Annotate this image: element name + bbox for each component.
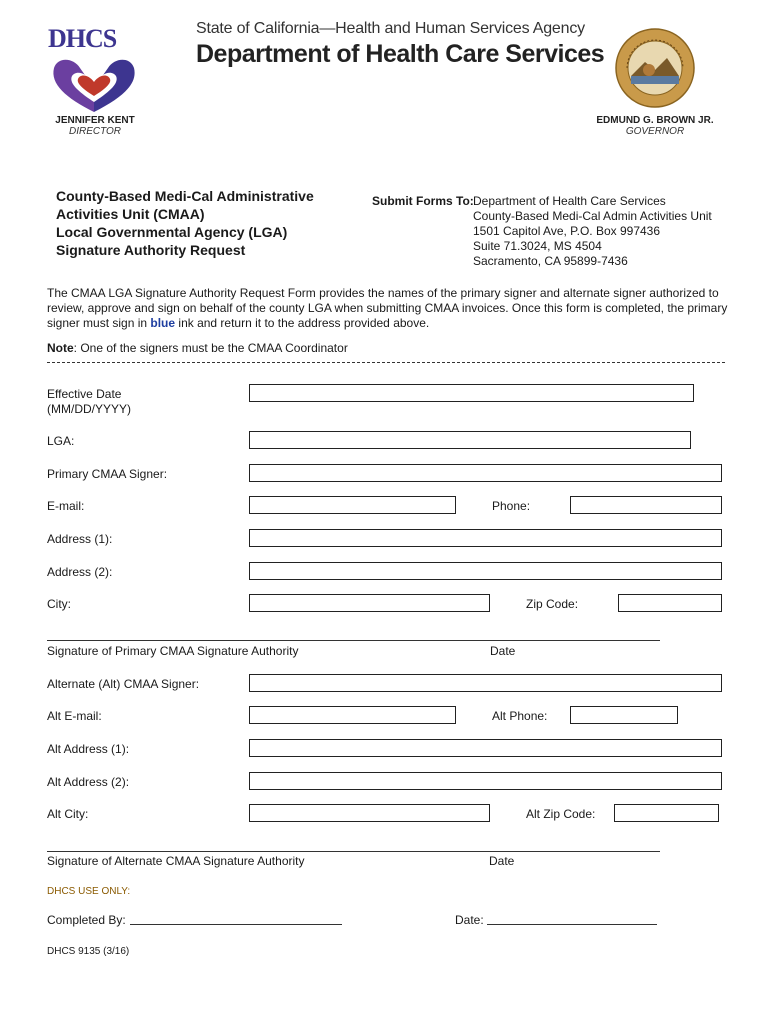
email-input[interactable]: [249, 496, 456, 514]
intro-line-3-start: signer must sign in: [47, 316, 151, 330]
intro-line-1: The CMAA LGA Signature Authority Request Form provides the names of the primary signer and alternate signer authorized to: [47, 286, 719, 300]
effective-date-input[interactable]: [249, 384, 694, 402]
form-title-line-2: Activities Unit (CMAA): [56, 206, 205, 222]
lga-input[interactable]: [249, 431, 691, 449]
alt-phone-label: Alt Phone:: [492, 709, 548, 723]
note-text: : One of the signers must be the CMAA Coordinator: [73, 341, 348, 355]
dhcs-logo-text: DHCS: [48, 24, 117, 53]
completed-by-line[interactable]: [130, 924, 342, 925]
state-seal-icon: [615, 28, 695, 108]
blue-ink-word: blue: [150, 316, 176, 330]
city-label: City:: [47, 597, 71, 611]
city-input[interactable]: [249, 594, 490, 612]
alt-zip-input[interactable]: [614, 804, 719, 822]
submit-address-line: 1501 Capitol Ave, P.O. Box 997436: [473, 224, 661, 238]
alt-signer-label: Alternate (Alt) CMAA Signer:: [47, 677, 200, 691]
form-title-line-3: Local Governmental Agency (LGA): [56, 224, 288, 240]
alt-address1-label: Alt Address (1):: [47, 742, 130, 756]
form-number: DHCS 9135 (3/16): [47, 946, 130, 957]
director-block: [30, 115, 160, 137]
address2-label: Address (2):: [47, 565, 113, 579]
form-title: [56, 187, 314, 259]
governor-name: EDMUND G. BROWN JR.: [596, 115, 714, 126]
submit-address: [473, 194, 712, 269]
governor-block: [590, 115, 720, 137]
alt-phone-input[interactable]: [570, 706, 678, 724]
effective-date-format: (MM/DD/YYYY): [47, 402, 131, 416]
dhcs-date-line[interactable]: [487, 924, 657, 925]
form-title-line-1: County-Based Medi-Cal Administrative: [56, 188, 314, 204]
alt-signature-line[interactable]: [47, 851, 660, 852]
alt-city-label: Alt City:: [47, 807, 89, 821]
address2-input[interactable]: [249, 562, 722, 580]
intro-paragraph: [47, 286, 747, 331]
dhcs-use-only-label: DHCS USE ONLY:: [47, 886, 131, 897]
alt-city-input[interactable]: [249, 804, 490, 822]
governor-title: GOVERNOR: [625, 126, 685, 137]
submit-address-line: Suite 71.3024, MS 4504: [473, 239, 602, 253]
submit-address-line: County-Based Medi-Cal Admin Activities Unit: [473, 209, 712, 223]
phone-input[interactable]: [570, 496, 722, 514]
email-label: E-mail:: [47, 499, 85, 513]
alt-signer-input[interactable]: [249, 674, 722, 692]
primary-signer-input[interactable]: [249, 464, 722, 482]
primary-signature-line[interactable]: [47, 640, 660, 641]
director-name: JENNIFER KENT: [55, 115, 135, 126]
director-title: DIRECTOR: [68, 126, 122, 137]
completed-by-label: Completed By:: [47, 913, 126, 927]
alt-address2-input[interactable]: [249, 772, 722, 790]
department-name: Department of Health Care Services: [196, 40, 605, 68]
phone-label: Phone:: [492, 499, 531, 513]
lga-label: LGA:: [47, 434, 75, 448]
primary-date-label: Date: [490, 644, 516, 658]
submit-address-line: Sacramento, CA 95899-7436: [473, 254, 628, 268]
effective-date-label: Effective Date: [47, 387, 122, 401]
primary-signer-label: Primary CMAA Signer:: [47, 467, 168, 481]
state-seal: [615, 28, 695, 108]
form-title-line-4: Signature Authority Request: [56, 242, 246, 258]
note-label: Note: [47, 341, 74, 355]
note: [47, 341, 348, 355]
submit-address-line: Department of Health Care Services: [473, 194, 666, 208]
agency-name: State of California—Health and Human Services Agency: [196, 20, 585, 37]
zip-label: Zip Code:: [526, 597, 579, 611]
alt-email-input[interactable]: [249, 706, 456, 724]
hands-heart-icon: [46, 54, 142, 114]
dhcs-date-label: Date:: [455, 913, 484, 927]
intro-line-3-end: ink and return it to the address provided above.: [175, 316, 430, 330]
dhcs-logo: [44, 24, 144, 116]
primary-signature-label: Signature of Primary CMAA Signature Authority: [47, 644, 299, 658]
alt-signature-label: Signature of Alternate CMAA Signature Authority: [47, 854, 305, 868]
intro-line-2: review, approve and sign on behalf of the county LGA when submitting CMAA invoices. Once this form is completed, the primary: [47, 301, 728, 315]
alt-email-label: Alt E-mail:: [47, 709, 102, 723]
alt-address2-label: Alt Address (2):: [47, 775, 130, 789]
section-divider: [47, 362, 725, 363]
alt-address1-input[interactable]: [249, 739, 722, 757]
address1-label: Address (1):: [47, 532, 113, 546]
alt-date-label: Date: [489, 854, 515, 868]
address1-input[interactable]: [249, 529, 722, 547]
alt-zip-label: Alt Zip Code:: [526, 807, 596, 821]
zip-input[interactable]: [618, 594, 722, 612]
intro-line-3: [47, 316, 747, 331]
submit-label: Submit Forms To:: [372, 194, 474, 208]
